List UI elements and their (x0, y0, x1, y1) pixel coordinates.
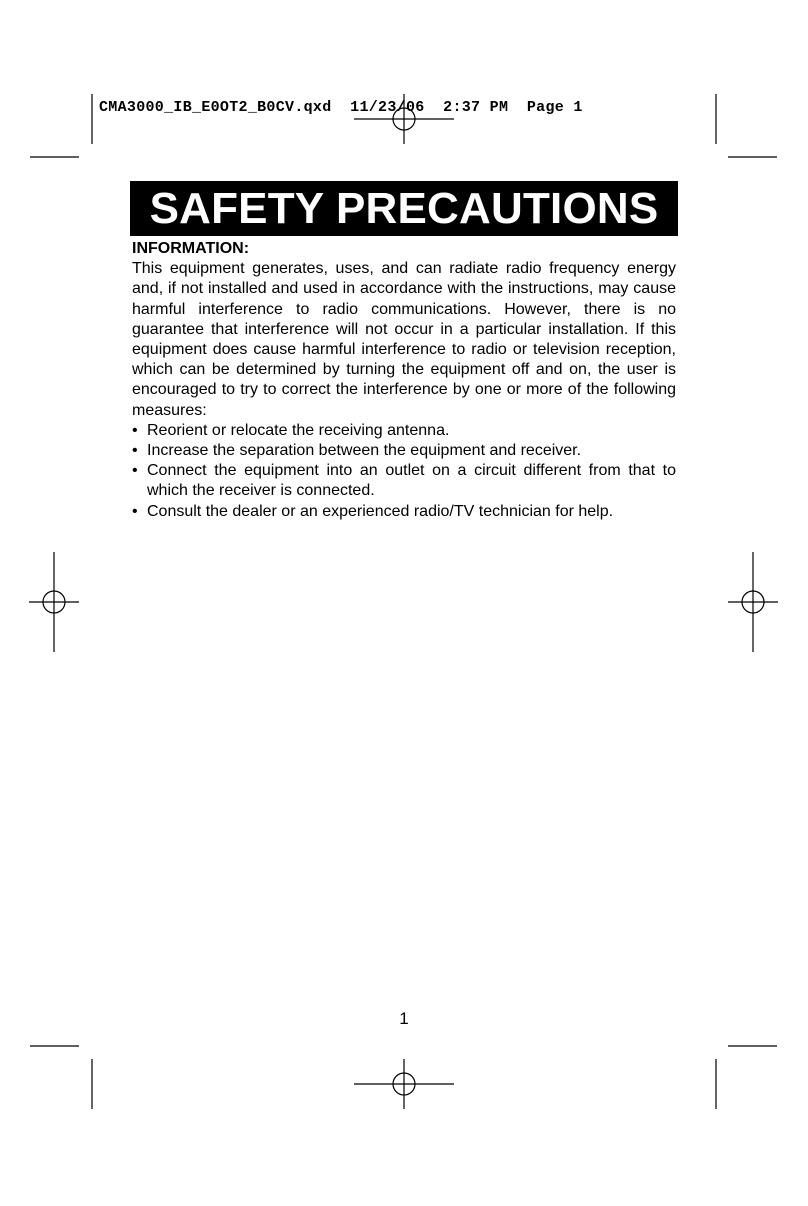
bullet-icon: • (132, 462, 138, 480)
list-item (132, 502, 676, 522)
information-section (132, 239, 676, 522)
list-item-text: Increase the separation between the equipment and receiver. (147, 442, 582, 460)
list-item-text: Connect the equipment into an outlet on a circuit different from that to which the receiver is connected. (147, 462, 676, 500)
list-item-text: Reorient or relocate the receiving antenna. (147, 421, 450, 439)
registration-mark-right (728, 552, 778, 652)
page-title: SAFETY PRECAUTIONS (149, 183, 659, 233)
bullet-icon: • (132, 442, 138, 460)
registration-mark-bottom (354, 1059, 454, 1109)
measures-list (132, 421, 676, 522)
bullet-icon: • (132, 502, 138, 520)
file-slug-line: CMA3000_IB_E0OT2_B0CV.qxd 11/23/06 2:37 PM Page 1 (99, 99, 583, 116)
section-heading: INFORMATION: (132, 240, 250, 257)
bullet-icon: • (132, 421, 138, 439)
page-number: 1 (399, 1009, 409, 1028)
registration-mark-left (29, 552, 79, 652)
information-paragraph: This equipment generates, uses, and can radiate radio frequency energy and, if not installed and used in accordance with the instructions, may cause harmful interference to radio communications. However, there is no guarantee that interference will not occur in a particular installation. If this equipment does cause harmful interference to radio or television reception, which can be determined by turning the equipment off and on, the user is encouraged to try to correct the interference by one or more of the following measures: (132, 260, 676, 419)
list-item (132, 421, 676, 441)
title-banner (130, 181, 678, 236)
list-item (132, 461, 676, 501)
list-item-text: Consult the dealer or an experienced radio/TV technician for help. (147, 502, 614, 520)
list-item (132, 441, 676, 461)
